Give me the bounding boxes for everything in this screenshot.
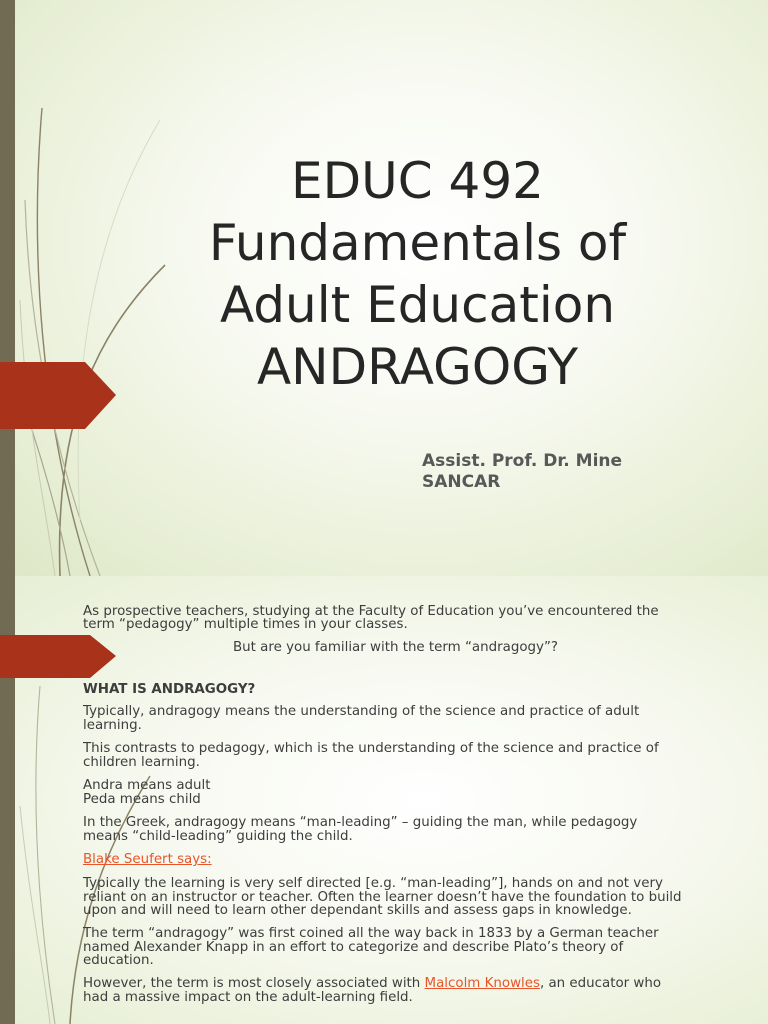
decorative-grass-lines [0, 0, 200, 576]
bullet-item: Andra means adult Peda means child [83, 778, 211, 807]
title-line: EDUC 492 [291, 152, 544, 210]
author-name [422, 451, 672, 493]
arrow-marker-icon [0, 362, 116, 429]
author-line: Assist. Prof. Dr. Mine [422, 451, 623, 471]
slide-body [83, 605, 708, 1014]
bullet-item [83, 853, 708, 867]
bullet-item: However, the term is most closely associated with Malcolm Knowles, an educator who had a massive impact on the adult-learning field. [83, 976, 662, 1005]
intro-line: As prospective teachers, studying at the Faculty of Education you’ve encountered the [83, 604, 659, 619]
question-line: But are you familiar with the term “andragogy”? [232, 640, 558, 655]
blake-seufert-link[interactable]: Blake Seufert says: [83, 852, 212, 867]
title-line: Fundamentals of [208, 214, 627, 272]
title-line: Adult Education [219, 276, 616, 334]
bullet-item: Typically the learning is very self directed [e.g. “man-leading”], hands on and not very reliant on an instructor or teacher. Often the learner doesn’t have the foundation to build upon and will need to learn other dependant skills and assess gaps in knowledge. [83, 876, 682, 918]
author-line: SANCAR [422, 472, 501, 492]
slide-title [180, 150, 655, 398]
bullet-item: This contrasts to pedagogy, which is the understanding of the science and practice of children learning. [83, 741, 659, 770]
content-slide [0, 576, 768, 1024]
bullet-item: The term “andragogy” was first coined all the way back in 1833 by a German teacher named Alexander Knapp in an effort to categorize and describe Plato’s theory of education. [83, 926, 659, 968]
intro-line: term “pedagogy” multiple times in your classes. [83, 617, 408, 632]
malcolm-knowles-link[interactable]: Malcolm Knowles [424, 976, 540, 991]
bullet-item: In the Greek, andragogy means “man-leading” – guiding the man, while pedagogy means “child-leading” guiding the child. [83, 815, 638, 844]
intro-paragraph [83, 605, 708, 631]
bullet-item: Typically, andragogy means the understanding of the science and practice of adult learning. [83, 704, 640, 733]
section-heading: WHAT IS ANDRAGOGY? [83, 682, 256, 697]
title-line: ANDRAGOGY [256, 338, 579, 396]
